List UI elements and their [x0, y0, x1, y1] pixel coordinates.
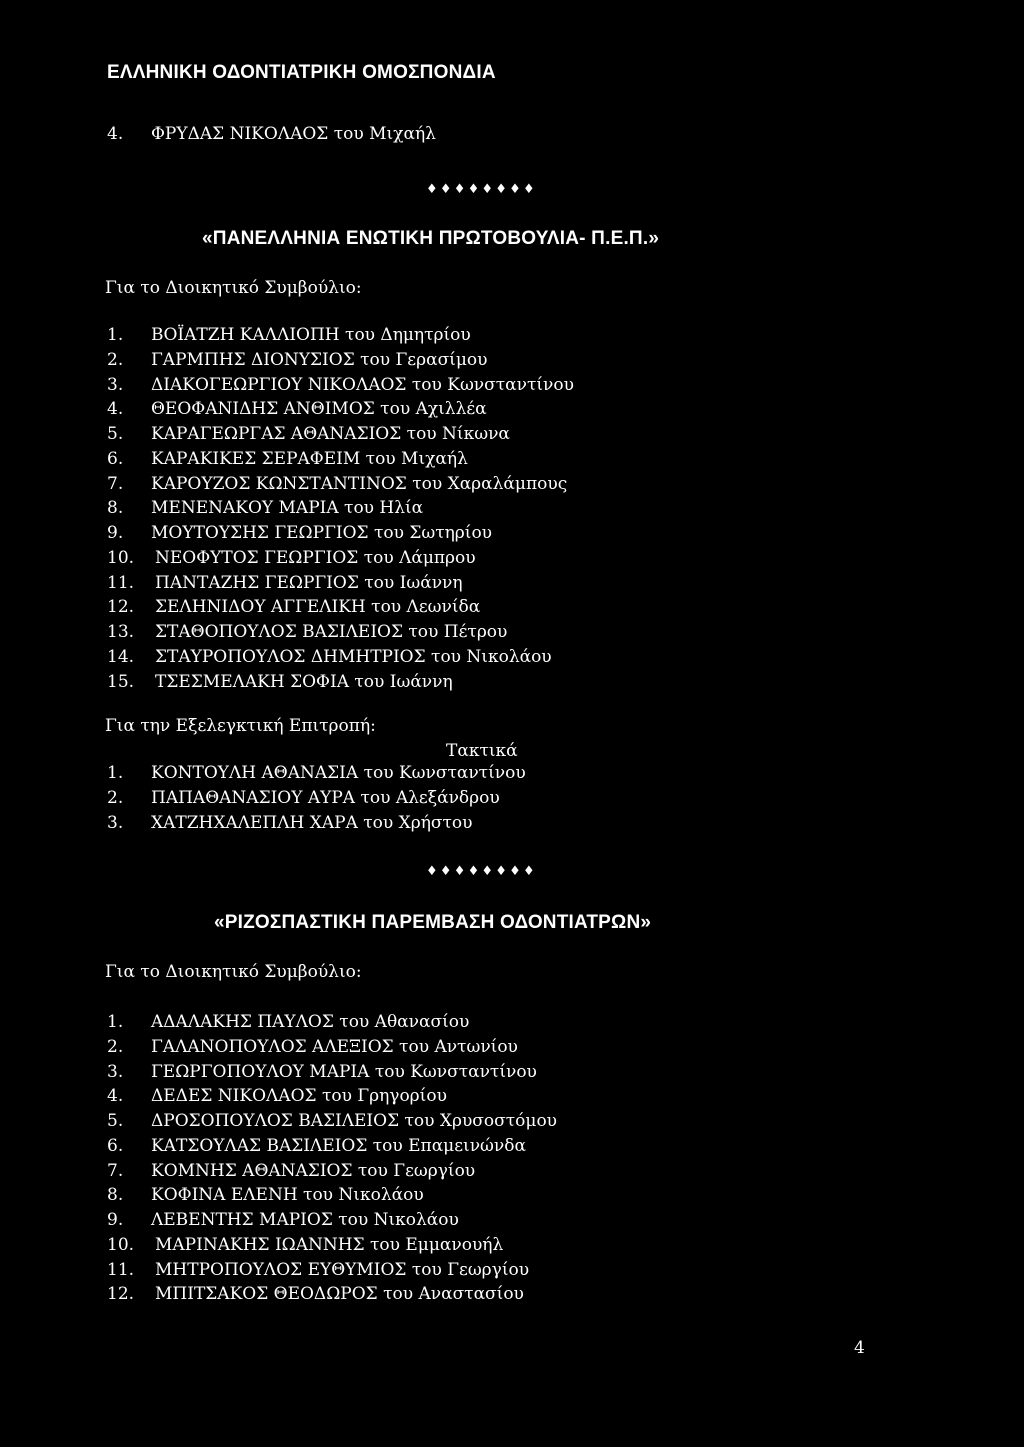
list-item [107, 761, 526, 786]
item-name: ΘΕΟΦΑΝΙΔΗΣ ΑΝΘΙΜΟΣ του Αχιλλέα [151, 399, 487, 420]
list-item [107, 1233, 557, 1258]
list-item [107, 811, 526, 836]
list-item [107, 1084, 557, 1109]
item-name: ΓΕΩΡΓΟΠΟΥΛΟΥ ΜΑΡΙΑ του Κωνσταντίνου [151, 1061, 537, 1082]
item-name: ΔΡΟΣΟΠΟΥΛΟΣ ΒΑΣΙΛΕΙΟΣ του Χρυσοστόμου [151, 1111, 558, 1131]
item-name: ΒΟΪΑΤΖΗ ΚΑΛΛΙΟΠΗ του Δημητρίου [151, 325, 471, 345]
item-number: 1. [107, 1012, 124, 1032]
page-number: 4 [854, 1338, 865, 1358]
item-number: 3. [107, 374, 124, 395]
item-number: 3. [107, 812, 124, 833]
item-number: 6. [107, 1135, 124, 1156]
item-number: 7. [107, 1160, 124, 1181]
item-name: ΣΕΛΗΝΙΔΟΥ ΑΓΓΕΛΙΚΗ του Λεωνίδα [155, 597, 481, 618]
item-number: 15. [107, 671, 135, 692]
list-item [107, 595, 574, 620]
item-name: ΚΟΝΤΟΥΛΗ ΑΘΑΝΑΣΙΑ του Κωνσταντίνου [151, 763, 526, 783]
item-name: ΚΑΡΑΓΕΩΡΓΑΣ ΑΘΑΝΑΣΙΟΣ του Νίκωνα [151, 424, 510, 444]
item-name: ΦΡΥΔΑΣ ΝΙΚΟΛΑΟΣ του Μιχαήλ [151, 124, 436, 144]
item-number: 13. [107, 622, 135, 642]
item-number: 8. [107, 1185, 124, 1206]
item-number: 5. [107, 1111, 124, 1131]
item-name: ΣΤΑΥΡΟΠΟΥΛΟΣ ΔΗΜΗΤΡΙΟΣ του Νικολάου [155, 646, 552, 667]
audit-candidates-list [107, 761, 526, 835]
list-item [107, 1282, 557, 1307]
board-heading: Για το Διοικητικό Συμβούλιο: [105, 278, 362, 298]
list-item [107, 323, 574, 348]
item-name: ΚΑΡΟΥΖΟΣ ΚΩΝΣΤΑΝΤΙΝΟΣ του Χαραλάμπους [151, 473, 568, 494]
item-name: ΚΑΤΣΟΥΛΑΣ ΒΑΣΙΛΕΙΟΣ του Επαμεινώνδα [151, 1135, 526, 1156]
item-number: 11. [107, 1259, 135, 1280]
list-item [107, 422, 574, 447]
item-number: 2. [107, 1036, 124, 1057]
item-number: 3. [107, 1061, 124, 1082]
board-candidates-list [107, 323, 574, 694]
list-item [107, 472, 574, 497]
audit-committee-heading: Για την Εξελεγκτική Επιτροπή: [105, 716, 376, 736]
item-name: ΓΑΡΜΠΗΣ ΔΙΟΝΥΣΙΟΣ του Γερασίμου [151, 349, 488, 370]
audit-regular-subheading: Τακτικά [446, 741, 518, 761]
item-name: ΚΑΡΑΚΙΚΕΣ ΣΕΡΑΦΕΙΜ του Μιχαήλ [151, 448, 468, 469]
item-number: 11. [107, 572, 135, 593]
item-name: ΔΕΔΕΣ ΝΙΚΟΛΑΟΣ του Γρηγορίου [151, 1086, 447, 1107]
item-number: 9. [107, 523, 124, 543]
list-item [107, 373, 574, 398]
item-number: 2. [107, 787, 124, 808]
diamond-separator: ♦♦♦♦♦♦♦♦ [426, 182, 537, 197]
board-candidates-list [107, 1010, 557, 1307]
item-number: 2. [107, 349, 124, 370]
item-name: ΛΕΒΕΝΤΗΣ ΜΑΡΙΟΣ του Νικολάου [151, 1210, 459, 1230]
list-item [107, 1208, 557, 1233]
list-item [107, 546, 574, 571]
list-item [107, 1183, 557, 1208]
list-item [107, 645, 574, 670]
item-name: ΑΔΑΛΑΚΗΣ ΠΑΥΛΟΣ του Αθανασίου [151, 1012, 470, 1032]
list-item [107, 1134, 557, 1159]
list-item [107, 348, 574, 373]
item-name: ΝΕΟΦΥΤΟΣ ΓΕΩΡΓΙΟΣ του Λάμπρου [155, 547, 476, 568]
item-name: ΠΑΠΑΘΑΝΑΣΙΟΥ ΑΥΡΑ του Αλεξάνδρου [151, 787, 500, 808]
item-number: 4. [107, 399, 124, 420]
item-name: ΓΑΛΑΝΟΠΟΥΛΟΣ ΑΛΕΞΙΟΣ του Αντωνίου [151, 1036, 518, 1057]
list-item [107, 447, 574, 472]
item-name: ΚΟΜΝΗΣ ΑΘΑΝΑΣΙΟΣ του Γεωργίου [151, 1160, 476, 1181]
item-number: 9. [107, 1210, 124, 1230]
list-item [107, 571, 574, 596]
item-name: ΜΑΡΙΝΑΚΗΣ ΙΩΑΝΝΗΣ του Εμμανουήλ [155, 1234, 504, 1255]
list-item [107, 786, 526, 811]
item-name: ΜΕΝΕΝΑΚΟΥ ΜΑΡΙΑ του Ηλία [151, 498, 424, 519]
list-item [107, 1109, 557, 1134]
item-number: 8. [107, 498, 124, 519]
item-number: 6. [107, 448, 124, 469]
list-item [107, 620, 574, 645]
document-header: ΕΛΛΗΝΙΚΗ ΟΔΟΝΤΙΑΤΡΙΚΗ ΟΜΟΣΠΟΝΔΙΑ [107, 62, 496, 83]
item-name: ΜΠΙΤΣΑΚΟΣ ΘΕΟΔΩΡΟΣ του Αναστασίου [155, 1284, 524, 1305]
list-item [107, 670, 574, 695]
section-title-pep: «ΠΑΝΕΛΛΗΝΙΑ ΕΝΩΤΙΚΗ ΠΡΩΤΟΒΟΥΛΙΑ- Π.Ε.Π.» [202, 228, 660, 249]
item-number: 10. [107, 547, 135, 568]
list-item [107, 1035, 557, 1060]
item-name: ΠΑΝΤΑΖΗΣ ΓΕΩΡΓΙΟΣ του Ιωάννη [155, 572, 463, 593]
list-item [107, 521, 574, 546]
item-number: 12. [107, 597, 135, 618]
item-number: 12. [107, 1284, 135, 1305]
item-name: ΚΟΦΙΝΑ ΕΛΕΝΗ του Νικολάου [151, 1185, 424, 1206]
list-item [107, 397, 574, 422]
board-heading: Για το Διοικητικό Συμβούλιο: [105, 962, 362, 982]
item-name: ΣΤΑΘΟΠΟΥΛΟΣ ΒΑΣΙΛΕΙΟΣ του Πέτρου [155, 622, 508, 642]
list-item [107, 1258, 557, 1283]
section-title-rizospastiki: «ΡΙΖΟΣΠΑΣΤΙΚΗ ΠΑΡΕΜΒΑΣΗ ΟΔΟΝΤΙΑΤΡΩΝ» [214, 912, 652, 933]
list-item [107, 1010, 557, 1035]
item-name: ΧΑΤΖΗΧΑΛΕΠΛΗ ΧΑΡΑ του Χρήστου [151, 812, 473, 833]
item-number: 4. [107, 1086, 124, 1107]
item-number: 14. [107, 646, 135, 667]
item-name: ΜΗΤΡΟΠΟΥΛΟΣ ΕΥΘΥΜΙΟΣ του Γεωργίου [155, 1259, 530, 1280]
item-number: 1. [107, 325, 124, 345]
item-number: 5. [107, 424, 124, 444]
item-number: 10. [107, 1234, 135, 1255]
diamond-separator: ♦♦♦♦♦♦♦♦ [426, 864, 537, 879]
item-name: ΤΣΕΣΜΕΛΑΚΗ ΣΟΦΙΑ του Ιωάννη [155, 671, 453, 692]
list-item [107, 1060, 557, 1085]
item-name: ΔΙΑΚΟΓΕΩΡΓΙΟΥ ΝΙΚΟΛΑΟΣ του Κωνσταντίνου [151, 374, 574, 395]
previous-list-item [107, 122, 436, 147]
item-name: ΜΟΥΤΟΥΣΗΣ ΓΕΩΡΓΙΟΣ του Σωτηρίου [151, 523, 493, 543]
list-item [107, 1159, 557, 1184]
item-number: 1. [107, 763, 124, 783]
list-item [107, 496, 574, 521]
item-number: 7. [107, 473, 124, 494]
item-number: 4. [107, 124, 124, 144]
